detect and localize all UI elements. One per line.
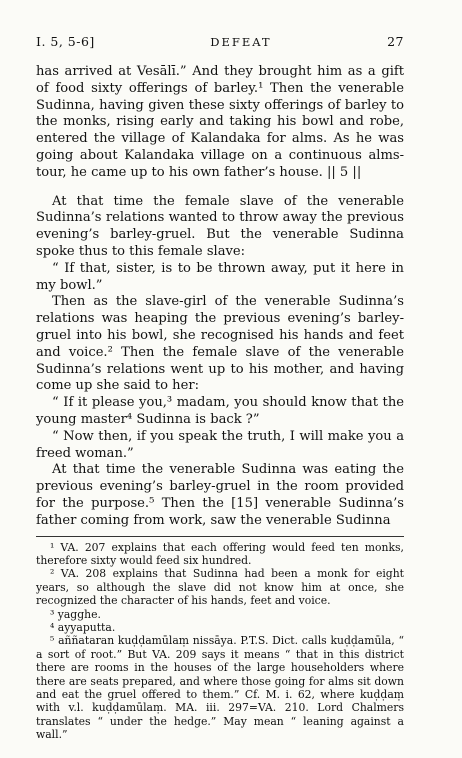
footnote: ⁵ aññataran kuḍḍamūlaṃ nissāya. P.T.S. Dict. calls kuḍḍamūla, “ a sort of root.” But VA. 209 says it means “ that in this district there are rooms in the houses of the large householders where there are seats prepared, and where those going for alms sit down and eat the gruel offered to them.” Cf. M. i. 62, where kuḍḍaṃ with v.l. kuḍḍamūlaṃ. MA. iii. 297=VA. 210. Lord Chalmers translates “ under the hedge.” May mean “ leaning against a wall.” [36,634,404,742]
paragraph: “ If that, sister, is to be thrown away, put it here in my bowl.” [36,260,404,293]
footnote: ¹ VA. 207 explains that each offering would feed ten monks, therefore sixty would feed six hundred. [36,540,404,567]
footnotes [36,541,404,742]
paragraph: “ If it please you,³ madam, you should know that the young master⁴ Sudinna is back ?” [36,395,404,427]
footnote: ⁴ ayyaputta. [50,620,116,634]
footnote: ³ yagghe. [50,607,101,621]
paragraph: At that time the venerable Sudinna was eating the previous evening’s barley-gruel in the room provided for the purpose.⁵ Then the [15] venerable Sudinna’s father coming from work, saw the venerable Sudinna [36,462,404,528]
paragraph: Then as the slave-girl of the venerable Sudinna’s relations was heaping the previous evening’s barley-gruel into his bowl, she recognised his hands and feet and voice.² Then the female slave of the venerable Sudinna’s relations went up to his mother, and having come up she said to her: [36,294,404,394]
footnote-divider [36,536,404,537]
book-page [36,34,404,742]
main-text [36,64,404,530]
paragraph: “ Now then, if you speak the truth, I will make you a freed woman.” [36,428,404,461]
paragraph: At that time the female slave of the venerable Sudinna’s relations wanted to throw away the previous evening’s barley-gruel. But the venerable Sudinna spoke thus to this female slave: [36,193,404,259]
running-header [36,34,404,52]
paragraph: has arrived at Vesālī.” And they brought him as a gift of food sixty offerings of barley.¹ Then the venerable Sudinna, having given these sixty offerings of barley to the monks, rising early and taking his bowl and robe, entered the village of Kalandaka for alms. As he was going about Kalandaka village on a continuous alms-tour, he came up to his own father’s house. || 5 || [36,64,404,180]
footnote: ² VA. 208 explains that Sudinna had been a monk for eight years, so although the slave did not know him at once, she recognized the character of his hands, feet and voice. [36,567,404,608]
page-number: 27 [387,34,404,49]
chapter-title: DEFEAT [210,35,272,49]
section-reference: I. 5, 5-6] [36,34,95,49]
